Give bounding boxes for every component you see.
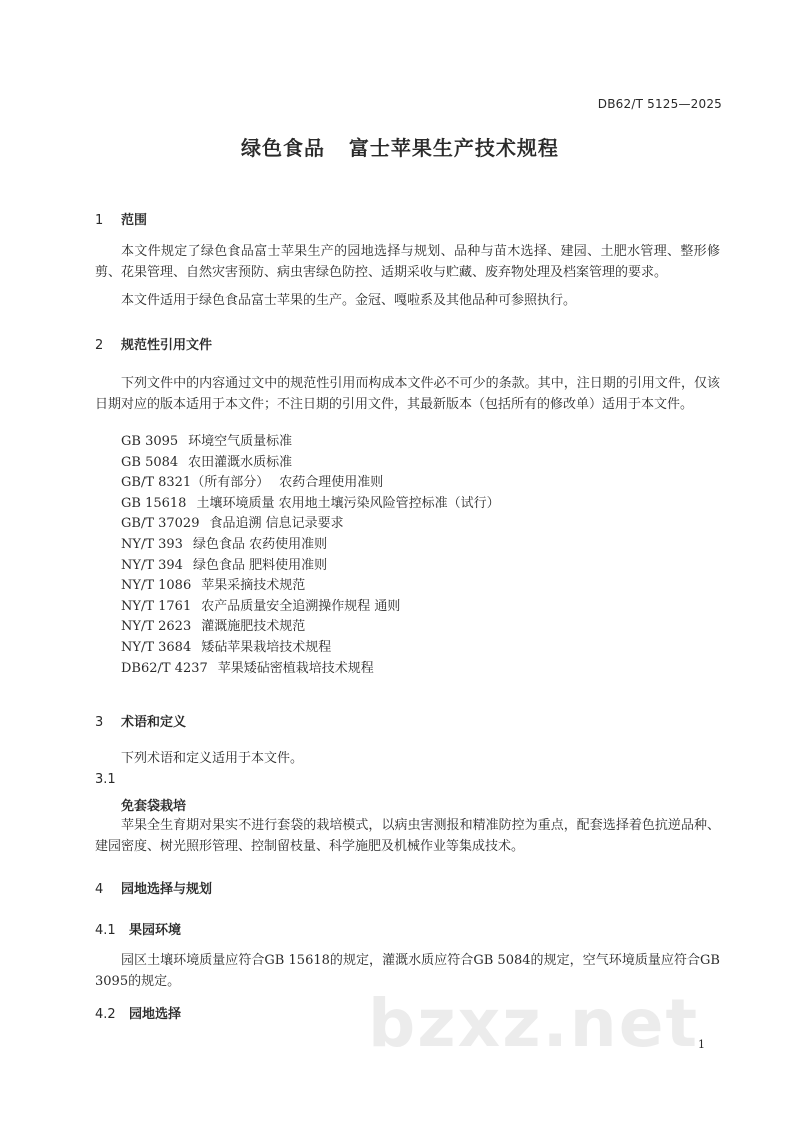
list-item xyxy=(121,494,500,515)
reference-code: GB/T 8321（所有部分） xyxy=(121,475,270,491)
reference-name: 农产品质量安全追溯操作规程 通则 xyxy=(201,598,401,614)
reference-code: GB 5084 xyxy=(121,454,179,470)
orchard-environment-paragraph: 园区土壤环境质量应符合GB 15618的规定，灌溉水质应符合GB 5084的规定，空气环境质量应符合GB 3095的规定。 xyxy=(95,953,720,989)
term-definition: 苹果全生育期对果实不进行套袋的栽培模式，以病虫害测报和精准防控为重点，配套选择着色抗逆品种、建园密度、树光照形管理、控制留枝量、科学施肥及机械作业等集成技术。 xyxy=(95,818,720,854)
reference-code: NY/T 394 xyxy=(121,557,183,573)
document-code: DB62/T 5125—2025 xyxy=(597,97,722,111)
list-item xyxy=(121,659,500,680)
section-title: 术语和定义 xyxy=(121,715,187,730)
section-title: 园地选择与规划 xyxy=(121,882,213,897)
reference-code: DB62/T 4237 xyxy=(121,660,208,676)
list-item xyxy=(121,535,500,556)
reference-code: GB/T 37029 xyxy=(121,516,200,532)
section-number: 3 xyxy=(95,715,104,730)
normative-refs-intro: 下列文件中的内容通过文中的规范性引用而构成本文件必不可少的条款。其中，注日期的引用文件，仅该日期对应的版本适用于本文件；不注日期的引用文件，其最新版本（包括所有的修改单）适用于本文件。 xyxy=(95,376,720,412)
section-title: 范围 xyxy=(121,213,148,228)
subsection-4-1-heading xyxy=(95,919,181,938)
subsection-number: 4.1 xyxy=(95,923,116,938)
reference-name: 绿色食品 肥料使用准则 xyxy=(192,557,328,573)
list-item xyxy=(121,597,500,618)
reference-code: NY/T 1086 xyxy=(121,578,192,594)
section-1-heading xyxy=(95,209,147,228)
terms-intro: 下列术语和定义适用于本文件。 xyxy=(121,751,304,766)
list-item xyxy=(121,453,500,474)
reference-name: 食品追溯 信息记录要求 xyxy=(209,516,344,532)
reference-name: 环境空气质量标准 xyxy=(188,434,293,449)
term-number: 3.1 xyxy=(95,772,116,787)
section-number: 2 xyxy=(95,338,104,353)
term-name: 免套袋栽培 xyxy=(121,799,187,814)
section-number: 4 xyxy=(95,882,104,897)
reference-code: NY/T 393 xyxy=(121,536,183,552)
list-item xyxy=(121,514,500,535)
section-number: 1 xyxy=(95,213,104,228)
list-item xyxy=(121,576,500,597)
subsection-title: 园地选择 xyxy=(129,1007,182,1022)
section-4-heading xyxy=(95,878,212,897)
reference-code: NY/T 1761 xyxy=(121,598,192,614)
section-title: 规范性引用文件 xyxy=(121,338,213,353)
subsection-4-2-heading xyxy=(95,1003,181,1022)
list-item xyxy=(121,473,500,494)
subsection-title: 果园环境 xyxy=(129,923,182,938)
section-3-heading xyxy=(95,711,186,730)
reference-code: GB 15618 xyxy=(121,495,187,511)
reference-name: 农药合理使用准则 xyxy=(279,475,384,491)
reference-code: GB 3095 xyxy=(121,434,179,449)
list-item xyxy=(121,638,500,659)
page-number: 1 xyxy=(698,1038,705,1051)
list-item xyxy=(121,556,500,577)
reference-code: NY/T 2623 xyxy=(121,619,192,635)
scope-paragraph-1: 本文件规定了绿色食品富士苹果生产的园地选择与规划、品种与苗木选择、建园、土肥水管理、整形修剪、花果管理、自然灾害预防、病虫害绿色防控、适期采收与贮藏、废弃物处理及档案管理的要求。 xyxy=(95,244,720,280)
reference-name: 苹果矮砧密植栽培技术规程 xyxy=(217,660,374,676)
reference-code: NY/T 3684 xyxy=(121,639,192,655)
section-2-heading xyxy=(95,334,212,353)
reference-name: 农田灌溉水质标准 xyxy=(188,454,293,470)
reference-name: 土壤环境质量 农用地土壤污染风险管控标准（试行） xyxy=(196,495,500,511)
document-title: 绿色食品 富士苹果生产技术规程 xyxy=(241,136,559,160)
reference-name: 苹果采摘技术规范 xyxy=(201,578,306,594)
list-item xyxy=(121,432,500,453)
watermark: bzxz.net xyxy=(368,985,700,1062)
reference-list xyxy=(121,432,500,679)
subsection-number: 4.2 xyxy=(95,1007,116,1022)
list-item xyxy=(121,617,500,638)
reference-name: 灌溉施肥技术规范 xyxy=(201,619,306,635)
reference-name: 矮砧苹果栽培技术规程 xyxy=(201,639,332,655)
scope-paragraph-2: 本文件适用于绿色食品富士苹果的生产。金冠、嘎啦系及其他品种可参照执行。 xyxy=(121,293,577,308)
reference-name: 绿色食品 农药使用准则 xyxy=(192,536,328,552)
